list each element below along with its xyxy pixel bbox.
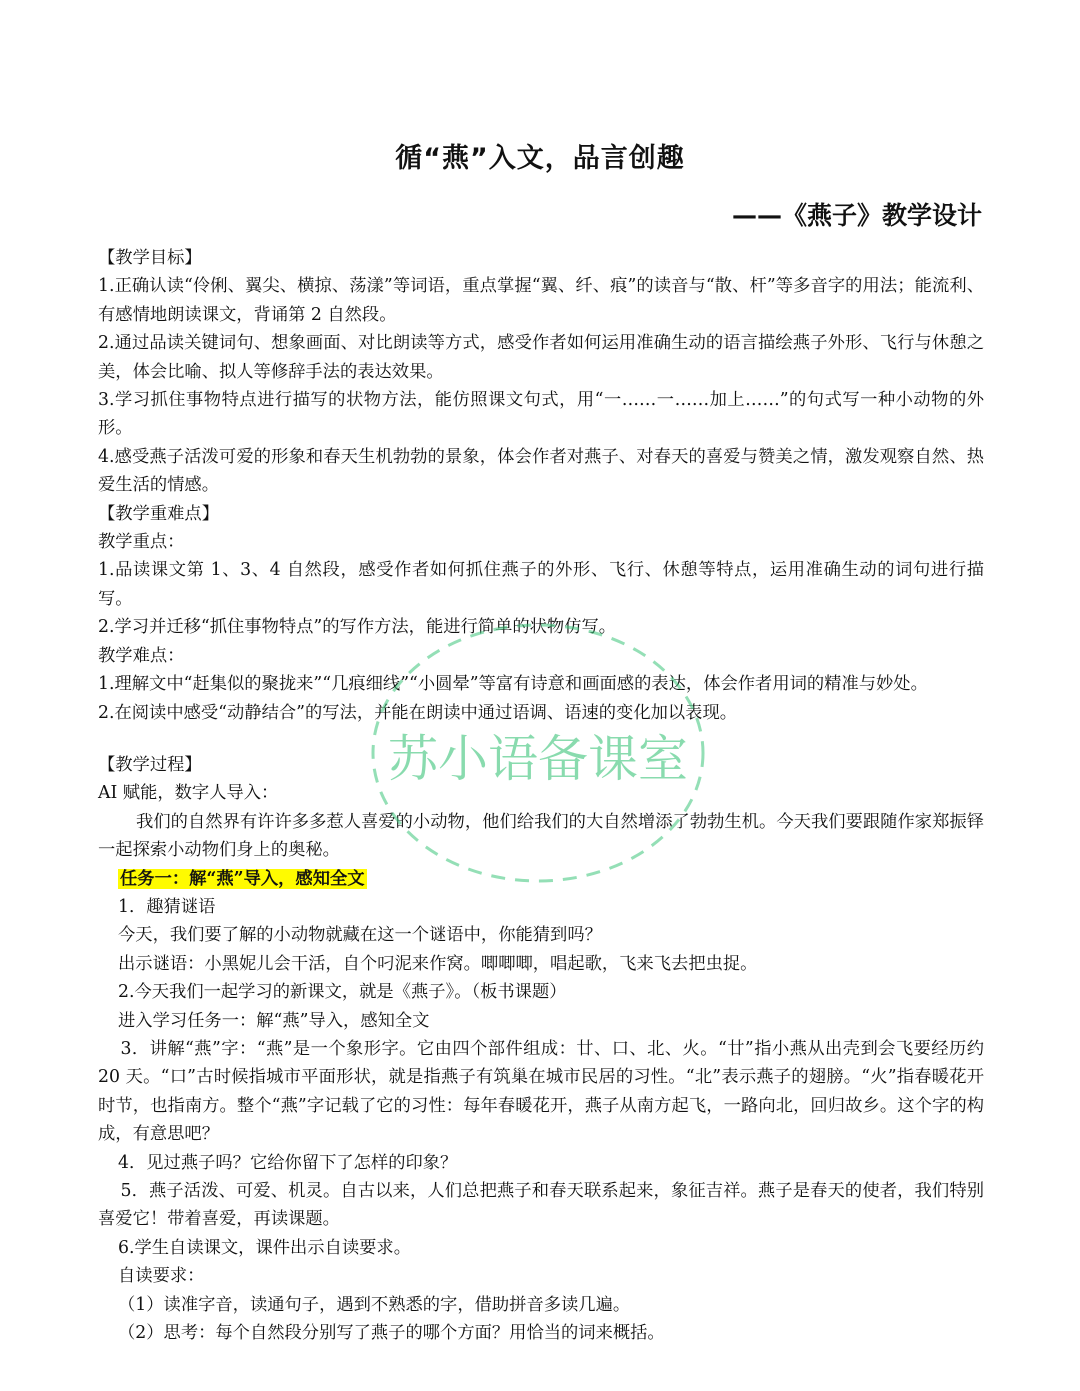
step-6: 6.学生自读课文，课件出示自读要求。 <box>118 1237 411 1258</box>
step-2-b: 进入学习任务一：解“燕”导入，感知全文 <box>118 1010 430 1031</box>
step-1-question: 今天，我们要了解的小动物就藏在这一个谜语中，你能猜到吗？ <box>118 925 602 946</box>
self-read-req-2: （2）思考：每个自然段分别写了燕子的哪个方面？用恰当的词来概括。 <box>118 1323 665 1344</box>
watermark-text: 苏小语备课室 <box>388 730 688 788</box>
focus-label: 教学重点： <box>98 532 185 553</box>
intro-paragraph: 我们的自然界有许许多多惹人喜爱的小动物，他们给我们的大自然增添了勃勃生机。今天我们要跟随作家郑振铎一起探索小动物们身上的奥秘。 <box>98 811 984 861</box>
difficulty-item: 2.在阅读中感受“动静结合”的写法，并能在朗读中通过语调、语速的变化加以表现。 <box>98 702 738 723</box>
step-3: 3．讲解“燕”字：“燕”是一个象形字。它由四个部件组成：廿、口、北、火。“廿”指小燕从出壳到会飞要经历约 20 天。“口”古时候指城市平面形状，就是指燕子有筑巢在城市民居的习性。“北”表示燕子的翅膀。“火”指春暖花开时节，也指南方。整个“燕”字记载了它的习性：每年春暖花开，燕子从南方起飞，一路向北，回归故乡。这个字的构成，有意思吧？ <box>98 1038 984 1145</box>
step-2: 2.今天我们一起学习的新课文，就是《燕子》。（板书课题） <box>118 982 567 1003</box>
document-title: 循“燕”入文，品言创趣 <box>395 143 685 174</box>
step-1: 1．趣猜谜语 <box>118 896 216 917</box>
step-5: 5．燕子活泼、可爱、机灵。自古以来，人们总把燕子和春天联系起来，象征吉祥。燕子是春天的使者，我们特别喜爱它！带着喜爱，再读课题。 <box>98 1181 984 1230</box>
intro-label: AI 赋能，数字人导入： <box>98 783 279 804</box>
focus-item: 1.品读课文第 1、3、4 自然段，感受作者如何抓住燕子的外形、飞行、休憩等特点，运用准确生动的词句进行描写。 <box>98 560 984 609</box>
section-heading-process: 【教学过程】 <box>98 754 202 775</box>
goal-item: 4.感受燕子活泼可爱的形象和春天生机勃勃的景象，体会作者对燕子、对春天的喜爱与赞美之情，激发观察自然、热爱生活的情感。 <box>98 446 984 496</box>
self-read-req-1: （1）读准字音，读通句子，遇到不熟悉的字，借助拼音多读几遍。 <box>118 1294 631 1315</box>
self-read-label: 自读要求： <box>118 1266 205 1287</box>
focus-item: 2.学习并迁移“抓住事物特点”的写作方法，能进行简单的状物仿写。 <box>98 617 617 638</box>
section-heading-keypoints: 【教学重难点】 <box>98 503 219 524</box>
spacer <box>98 727 984 751</box>
step-1-riddle: 出示谜语：小黑妮儿会干活，自个叼泥来作窝。唧唧唧，唱起歌，飞来飞去把虫捉。 <box>118 953 758 974</box>
document-body <box>98 244 984 1347</box>
difficulty-item: 1.理解文中“赶集似的聚拢来”“几痕细线”“小圆晕”等富有诗意和画面感的表达，体会作者用词的精准与妙处。 <box>98 674 928 695</box>
difficulty-label: 教学难点： <box>98 645 185 666</box>
goal-item: 3.学习抓住事物特点进行描写的状物方法，能仿照课文句式，用“一……一……加上……”的句式写一种小动物的外形。 <box>98 390 984 439</box>
section-heading-goals: 【教学目标】 <box>98 248 202 268</box>
goal-item: 2.通过品读关键词句、想象画面、对比朗读等方式，感受作者如何运用准确生动的语言描绘燕子外形、飞行与休憩之美，体会比喻、拟人等修辞手法的表达效果。 <box>98 333 984 382</box>
task-one-highlight: 任务一：解“燕”导入，感知全文 <box>120 868 365 889</box>
step-4: 4．见过燕子吗？它给你留下了怎样的印象？ <box>118 1152 458 1173</box>
goal-item: 1.正确认读“伶俐、翼尖、横掠、荡漾”等词语，重点掌握“翼、纤、痕”的读音与“散、杆”等多音字的用法；能流利、有感情地朗读课文，背诵第 2 自然段。 <box>98 276 984 325</box>
document-subtitle: ——《燕子》教学设计 <box>731 201 982 230</box>
